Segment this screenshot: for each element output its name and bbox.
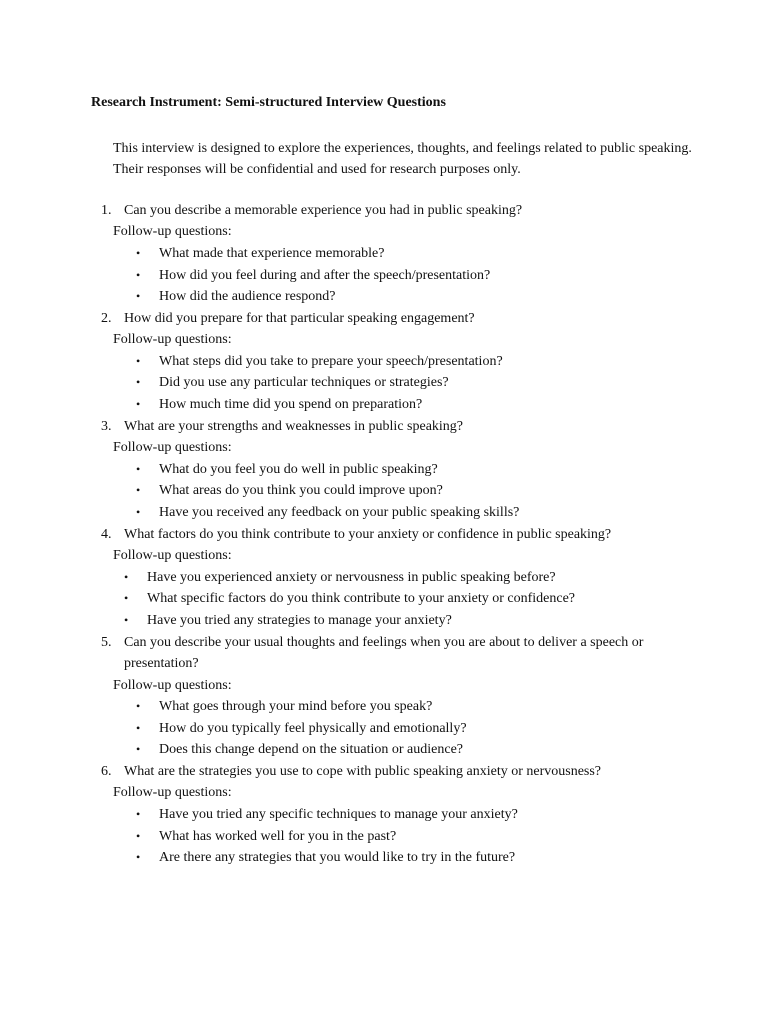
follow-up-item <box>0 804 768 826</box>
follow-up-label: Follow-up questions: <box>113 440 232 456</box>
question-number: 5. <box>101 634 112 650</box>
bullet-icon: • <box>136 375 141 390</box>
follow-up-item <box>0 718 768 740</box>
follow-up-item <box>0 502 768 524</box>
bullet-icon: • <box>136 742 141 757</box>
question-text: How did you prepare for that particular speaking engagement? <box>124 310 475 326</box>
follow-up-label: Follow-up questions: <box>113 332 232 348</box>
bullet-icon: • <box>136 245 141 260</box>
follow-up-item <box>0 567 768 589</box>
bullet-icon: • <box>124 591 129 606</box>
follow-up-list <box>0 696 768 761</box>
follow-up-label: Follow-up questions: <box>113 548 232 564</box>
follow-up-item <box>0 739 768 761</box>
follow-up-item <box>0 826 768 848</box>
bullet-icon: • <box>136 289 141 304</box>
follow-up-item <box>0 286 768 308</box>
question-number: 2. <box>101 310 112 326</box>
follow-up-item <box>0 610 768 632</box>
bullet-icon: • <box>136 505 141 520</box>
question-item <box>0 761 768 869</box>
question-number: 6. <box>101 764 112 780</box>
follow-up-text: How do you typically feel physically and emotionally? <box>159 720 467 736</box>
follow-up-item <box>0 372 768 394</box>
follow-up-text: What do you feel you do well in public speaking? <box>159 461 438 477</box>
follow-up-list <box>0 351 768 416</box>
follow-up-text: What has worked well for you in the past? <box>159 828 397 844</box>
bullet-icon: • <box>136 720 141 735</box>
follow-up-text: What areas do you think you could improve upon? <box>159 483 443 499</box>
follow-up-item <box>0 847 768 869</box>
follow-up-text: What made that experience memorable? <box>159 245 385 261</box>
question-item <box>0 416 768 524</box>
follow-up-label: Follow-up questions: <box>113 785 232 801</box>
bullet-icon: • <box>136 353 141 368</box>
follow-up-text: What specific factors do you think contribute to your anxiety or confidence? <box>147 591 576 607</box>
follow-up-item <box>0 480 768 502</box>
follow-up-label: Follow-up questions: <box>113 224 232 240</box>
question-number: 3. <box>101 418 112 434</box>
follow-up-text: Are there any strategies that you would like to try in the future? <box>159 850 516 866</box>
intro-paragraph: This interview is designed to explore the experiences, thoughts, and feelings related to public speaking. Their responses will be confidential and used for research purposes only. <box>113 141 692 177</box>
follow-up-list <box>0 567 768 632</box>
follow-up-list <box>0 459 768 524</box>
document-title: Research Instrument: Semi-structured Interview Questions <box>91 95 446 110</box>
follow-up-text: Have you received any feedback on your public speaking skills? <box>159 505 520 521</box>
bullet-icon: • <box>124 569 129 584</box>
follow-up-text: How did you feel during and after the speech/presentation? <box>159 267 491 283</box>
follow-up-list <box>0 243 768 308</box>
bullet-icon: • <box>136 397 141 412</box>
question-item <box>0 524 768 632</box>
follow-up-text: How did the audience respond? <box>159 289 336 305</box>
follow-up-item <box>0 265 768 287</box>
bullet-icon: • <box>136 483 141 498</box>
bullet-icon: • <box>136 267 141 282</box>
bullet-icon: • <box>136 461 141 476</box>
bullet-icon: • <box>136 698 141 713</box>
question-text: Can you describe your usual thoughts and feelings when you are about to deliver a speech or presentation? <box>124 634 644 672</box>
question-item <box>0 632 768 761</box>
question-item <box>0 308 768 416</box>
question-number: 1. <box>101 203 112 218</box>
follow-up-list <box>0 804 768 869</box>
follow-up-item <box>0 459 768 481</box>
question-text: Can you describe a memorable experience you had in public speaking? <box>124 203 523 218</box>
follow-up-item <box>0 394 768 416</box>
bullet-icon: • <box>136 850 141 865</box>
bullet-icon: • <box>136 806 141 821</box>
follow-up-item <box>0 243 768 265</box>
follow-up-text: How much time did you spend on preparation? <box>159 397 423 413</box>
follow-up-text: Have you tried any specific techniques to manage your anxiety? <box>159 806 518 822</box>
question-list <box>0 200 768 869</box>
follow-up-text: Have you tried any strategies to manage your anxiety? <box>147 612 452 628</box>
follow-up-item <box>0 351 768 373</box>
question-number: 4. <box>101 526 112 542</box>
follow-up-text: Did you use any particular techniques or strategies? <box>159 375 449 391</box>
question-item <box>0 200 768 308</box>
follow-up-text: Does this change depend on the situation or audience? <box>159 742 464 758</box>
question-text: What are your strengths and weaknesses in public speaking? <box>124 418 464 434</box>
follow-up-label: Follow-up questions: <box>113 677 232 693</box>
bullet-icon: • <box>124 612 129 627</box>
bullet-icon: • <box>136 828 141 843</box>
question-text: What factors do you think contribute to your anxiety or confidence in public speaking? <box>124 526 612 542</box>
follow-up-item <box>0 588 768 610</box>
follow-up-text: What steps did you take to prepare your speech/presentation? <box>159 353 503 369</box>
follow-up-text: Have you experienced anxiety or nervousness in public speaking before? <box>147 569 556 585</box>
question-text: What are the strategies you use to cope with public speaking anxiety or nervousness? <box>124 764 602 780</box>
follow-up-item <box>0 696 768 718</box>
follow-up-text: What goes through your mind before you speak? <box>159 698 433 714</box>
